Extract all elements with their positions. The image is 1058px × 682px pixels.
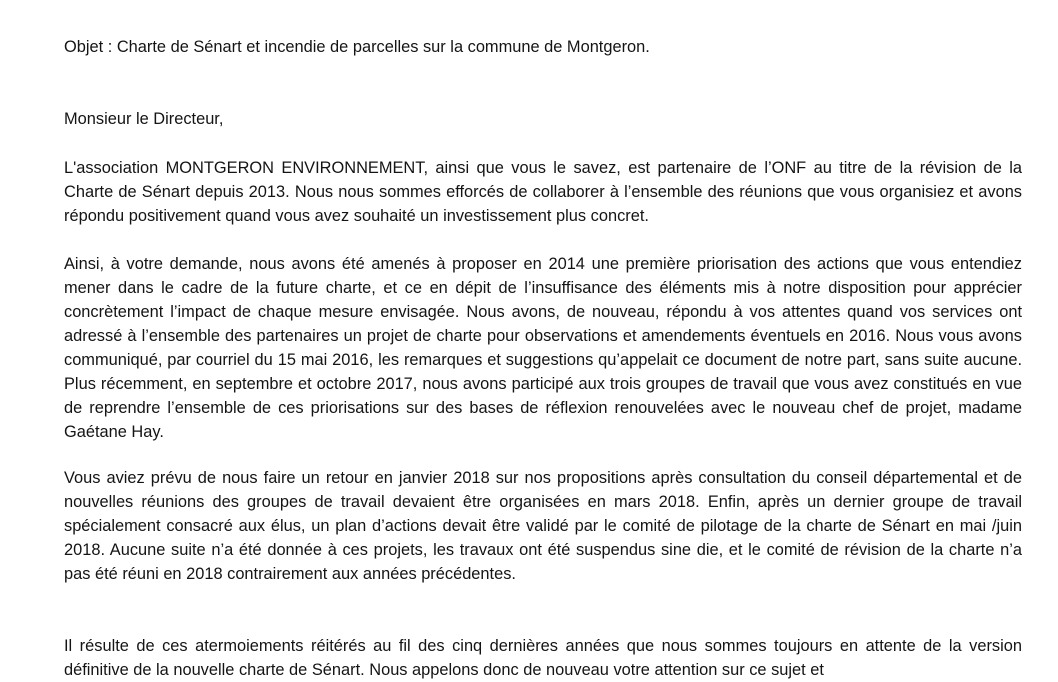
paragraph-prioritisation: Ainsi, à votre demande, nous avons été amenés à proposer en 2014 une première priorisation des actions que vous entendiez mener dans le cadre de la future charte, et ce en dépit de l’insuffisance des éléments mis à notre disposition pour apprécier concrètement l’impact de chaque mesure envisagée. Nous avons, de nouveau, répondu à vos attentes quand vos services ont adressé à l’ensemble des partenaires un projet de charte pour observations et amendements éventuels en 2016. Nous vous avons communiqué, par courriel du 15 mai 2016, les remarques et suggestions qu’appelait ce document de notre part, sans suite aucune. Plus récemment, en septembre et octobre 2017, nous avons participé aux trois groupes de travail que vous avez constitués en vue de reprendre l’ensemble de ces priorisations sur des bases de réflexion renouvelées avec le nouveau chef de projet, madame Gaétane Hay. [64,255,1022,441]
paragraph-schedule: Vous aviez prévu de nous faire un retour en janvier 2018 sur nos propositions après consultation du conseil départemental et de nouvelles réunions des groupes de travail devaient être organisées en mars 2018. Enfin, après un dernier groupe de travail spécialement consacré aux élus, un plan d’actions devait être validé par le comité de pilotage de la charte de Sénart en mai /juin 2018. Aucune suite n’a été donnée à ces projets, les travaux ont été suspendus sine die, et le comité de révision de la charte n’a pas été réuni en 2018 contrairement aux années précédentes. [64,469,1022,583]
letter-salutation: Monsieur le Directeur, [64,110,224,128]
paragraph-conclusion: Il résulte de ces atermoiements réitérés au fil des cinq dernières années que nous sommes toujours en attente de la version définitive de la nouvelle charte de Sénart. Nous appelons donc de nouveau votre attention sur ce sujet et [64,637,1022,679]
paragraph-partnership: L'association MONTGERON ENVIRONNEMENT, ainsi que vous le savez, est partenaire de l’ONF au titre de la révision de la Charte de Sénart depuis 2013. Nous nous sommes efforcés de collaborer à l’ensemble des réunions que vous organisiez et avons répondu positivement quand vous avez souhaité un investissement plus concret. [64,159,1022,225]
letter-subject: Objet : Charte de Sénart et incendie de parcelles sur la commune de Montgeron. [64,38,650,56]
